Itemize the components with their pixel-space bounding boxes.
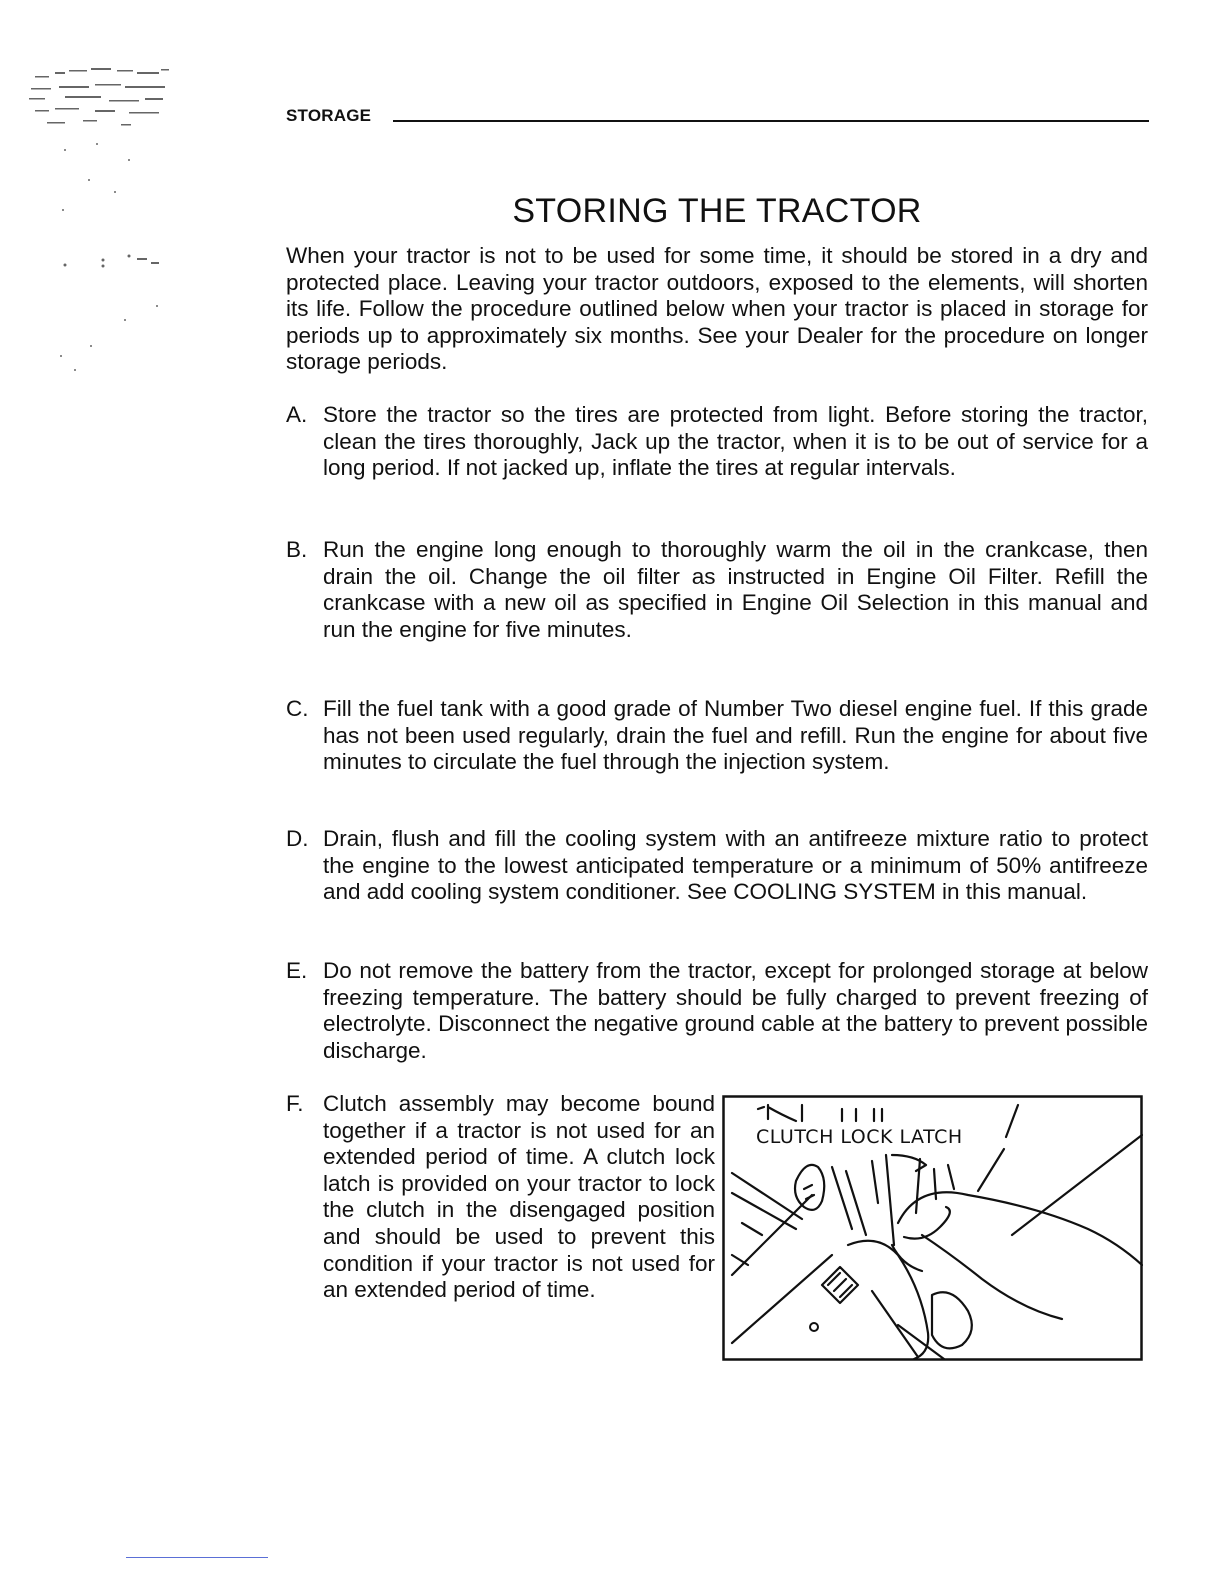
header-rule — [393, 120, 1149, 122]
step-e — [286, 958, 1148, 1064]
step-c — [286, 696, 1148, 776]
step-letter: E. — [286, 958, 308, 983]
step-d — [286, 826, 1148, 906]
step-letter: C. — [286, 696, 309, 721]
step-text: Fill the fuel tank with a good grade of Number Two diesel engine fuel. If this grade has not been used regularly, drain the fuel and refill. Run the engine for about five minutes to circulate the fuel through the injection system. — [323, 696, 1148, 775]
figure-label: CLUTCH LOCK LATCH — [756, 1126, 963, 1148]
footer-rule — [126, 1557, 268, 1558]
page-title: STORING THE TRACTOR — [512, 192, 922, 230]
step-letter: B. — [286, 537, 308, 562]
section-header: STORAGE — [286, 106, 372, 125]
step-b — [286, 537, 1148, 643]
step-text: Do not remove the battery from the tractor, except for prolonged storage at below freezing temperature. The battery should be fully charged to prevent freezing of electrolyte. Disconnect the negative ground cable at the battery to prevent possible discharge. — [323, 958, 1148, 1063]
step-letter: D. — [286, 826, 309, 851]
step-text: Store the tractor so the tires are protected from light. Before storing the tractor, clean the tires thoroughly, Jack up the tractor, when it is to be out of service for a long period. If not jacked up, inflate the tires at regular intervals. — [323, 402, 1148, 481]
intro-paragraph: When your tractor is not to be used for some time, it should be stored in a dry and protected place. Leaving your tractor outdoors, exposed to the elements, will shorten its life. Follow the procedure outlined below when your tractor is placed in storage for periods up to approximately six months. See your Dealer for the procedure on longer storage periods. — [286, 243, 1148, 375]
step-letter: F. — [286, 1091, 304, 1116]
step-text: Clutch assembly may become bound together if a tractor is not used for an extended period of time. A clutch lock latch is provided on your tractor to lock the clutch in the disengaged position and should be used to prevent this condition if your tractor is not used for an extended period of time. — [323, 1091, 715, 1303]
step-text: Drain, flush and fill the cooling system with an antifreeze mixture ratio to protect the engine to the lowest anticipated temperature or a minimum of 50% antifreeze and add cooling system conditioner. See COOLING SYSTEM in this manual. — [323, 826, 1148, 905]
scan-noise — [25, 60, 185, 380]
step-a — [286, 402, 1148, 482]
step-text: Run the engine long enough to thoroughly warm the oil in the crankcase, then drain the oil. Change the oil filter as instructed in Engine Oil Filter. Refill the crankcase with a new oil as specified in Engine Oil Selection in this manual and run the engine for five minutes. — [323, 537, 1148, 642]
step-letter: A. — [286, 402, 308, 427]
